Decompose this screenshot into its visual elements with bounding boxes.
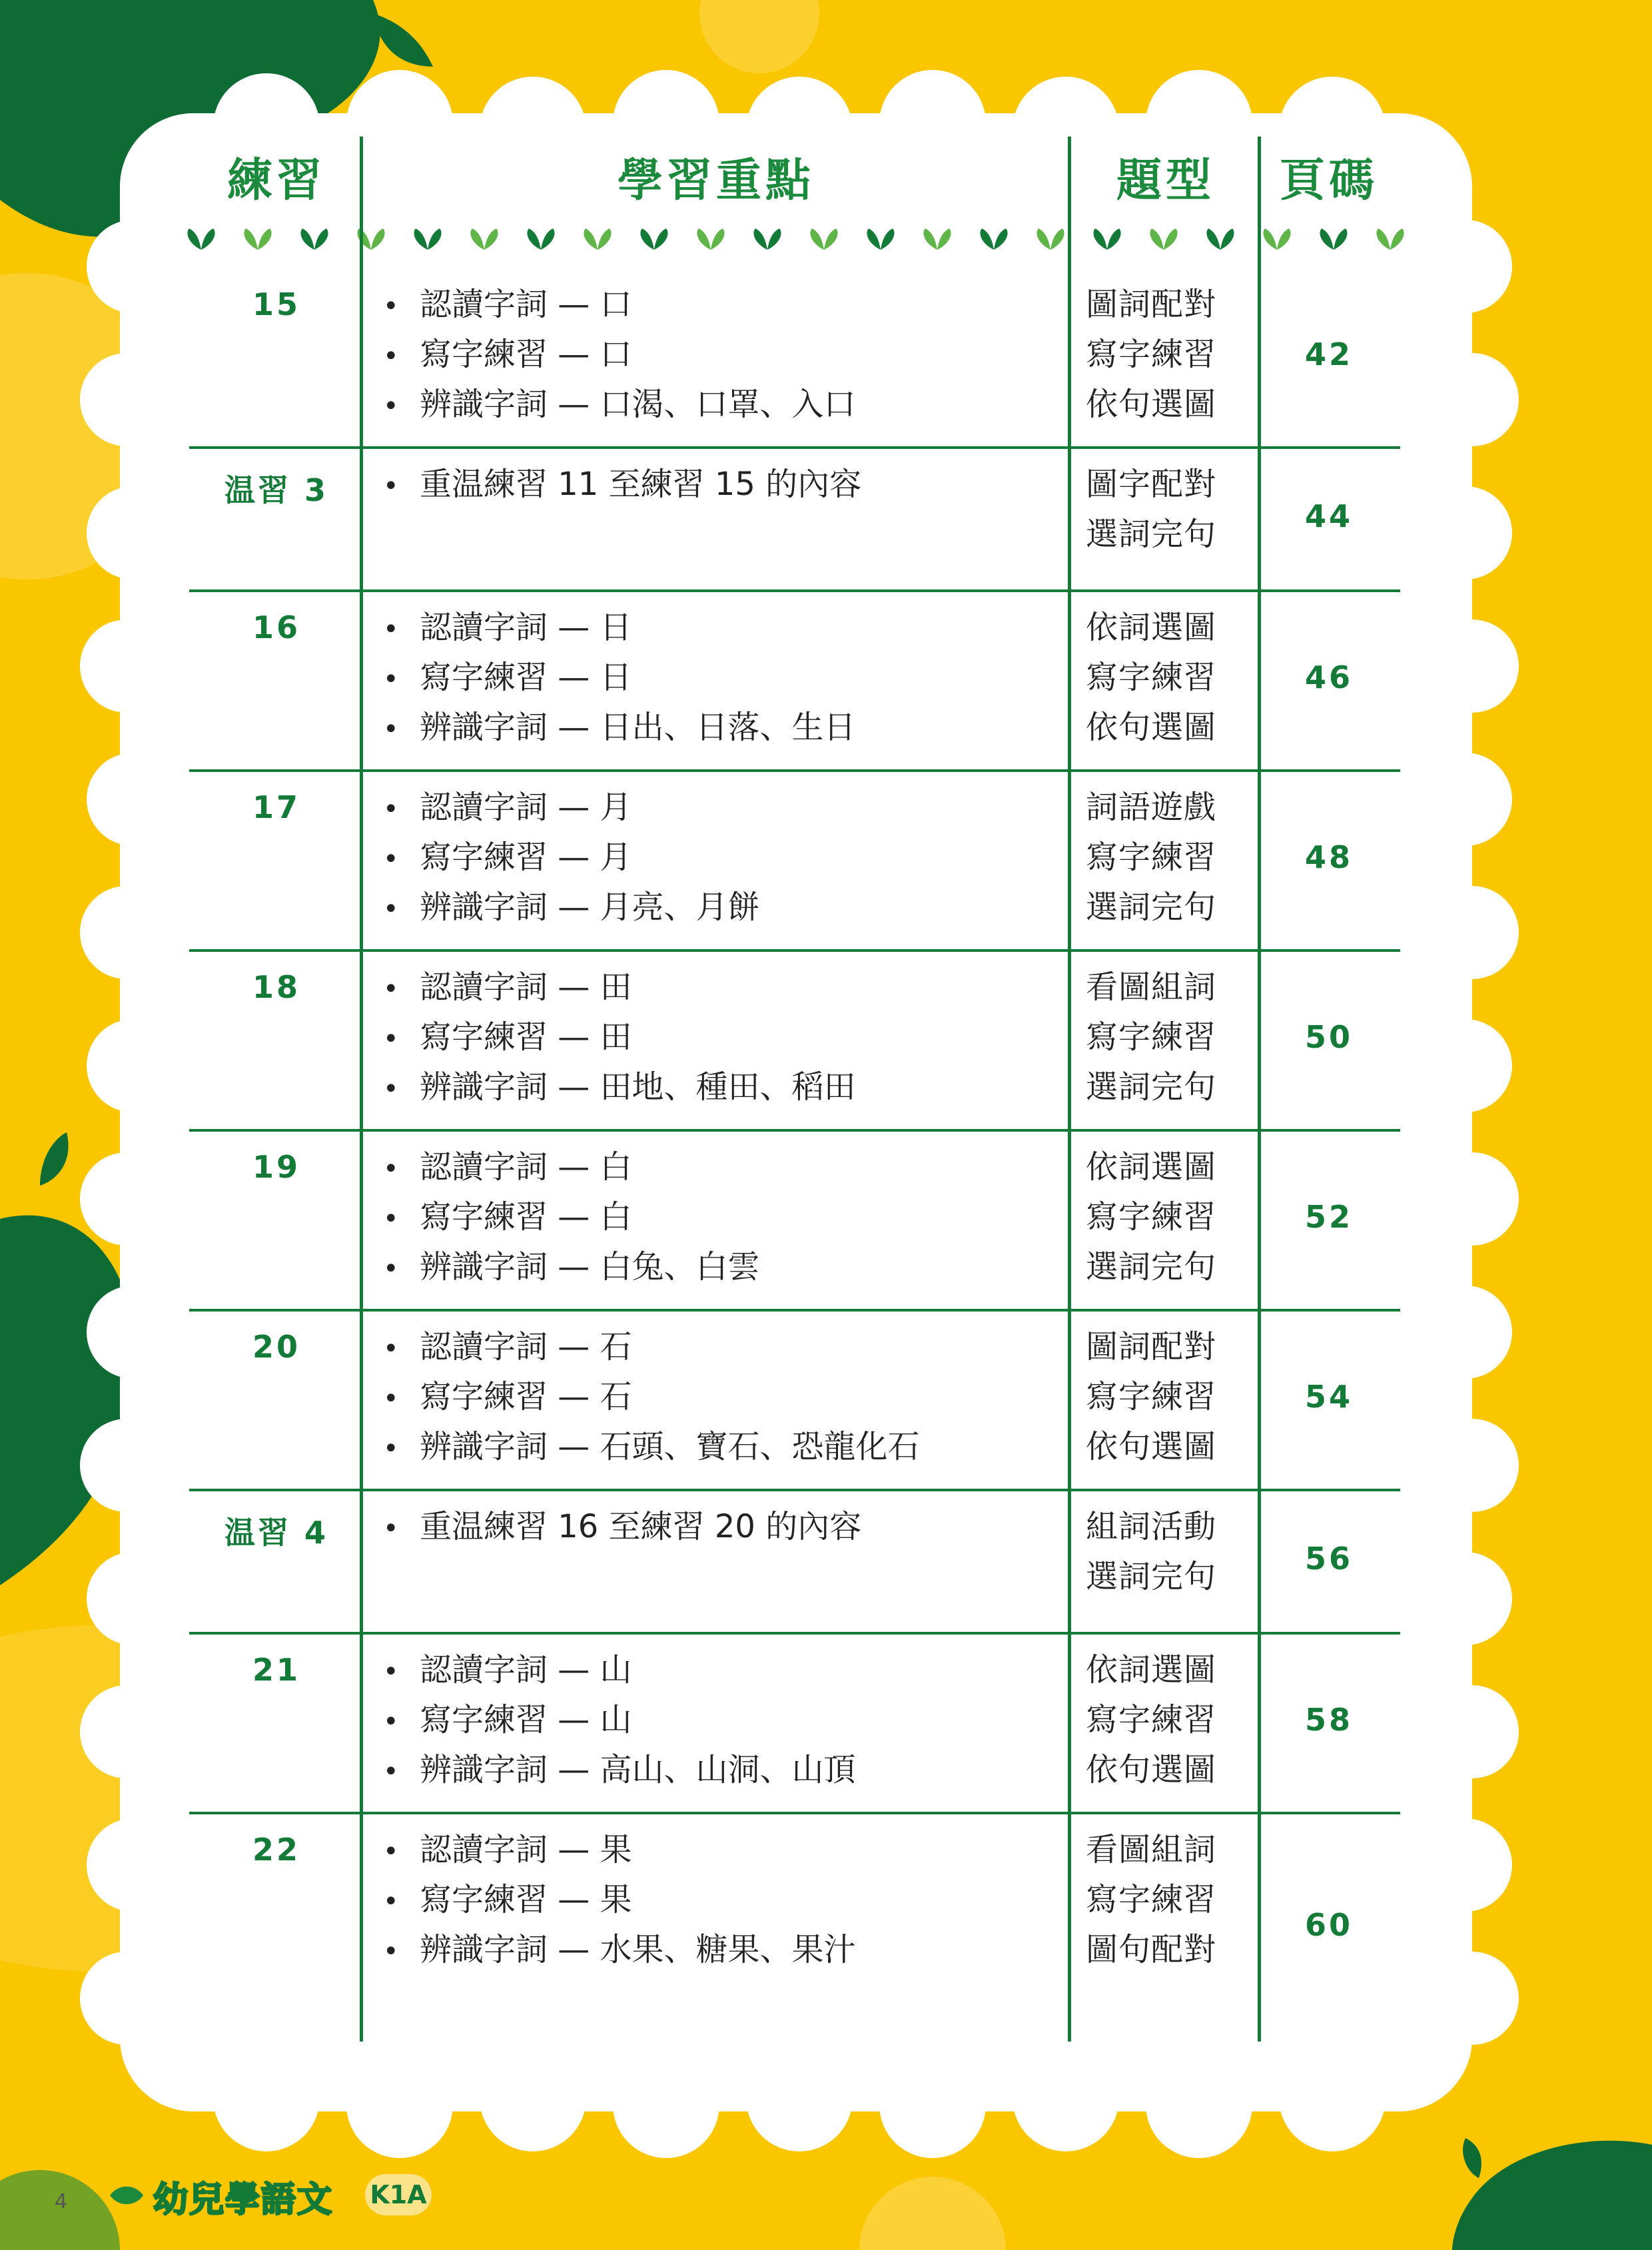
bullet-icon: •	[383, 1204, 399, 1234]
learning-point-text: 重温練習 16 至練習 20 的內容	[420, 1508, 862, 1545]
row-question-types	[1086, 1825, 1259, 1975]
learning-point-text: 寫字練習 — 月	[420, 839, 632, 876]
row-page-number: 60	[1304, 1906, 1353, 1943]
row-learning-points	[383, 1825, 1049, 1975]
row-question-types	[1086, 1322, 1259, 1472]
sprout-icon	[470, 228, 498, 250]
row-divider	[189, 1129, 1400, 1132]
sprout-icon	[1036, 228, 1064, 250]
learning-point-text: 認讀字詞 — 果	[420, 1831, 632, 1868]
row-question-types	[1086, 460, 1259, 560]
row-page-number: 50	[1304, 1019, 1353, 1055]
question-type: 寫字練習	[1086, 1881, 1217, 1918]
learning-point	[383, 703, 1049, 753]
row-divider	[189, 949, 1400, 952]
bullet-icon: •	[383, 1333, 399, 1364]
row-exercise: 21	[252, 1652, 300, 1688]
learning-point-text: 認讀字詞 — 山	[420, 1651, 632, 1688]
learning-point-text: 認讀字詞 — 月	[420, 789, 632, 826]
row-page-number: 44	[1304, 498, 1353, 534]
bullet-icon: •	[383, 471, 399, 502]
bullet-icon: •	[383, 614, 399, 645]
sprout-icon	[244, 228, 271, 250]
bullet-icon: •	[383, 1433, 399, 1464]
row-page-number: 48	[1304, 839, 1353, 875]
learning-point	[383, 1875, 1049, 1925]
question-type: 依句選圖	[1086, 386, 1217, 423]
learning-point-text: 辨識字詞 — 田地、種田、稻田	[420, 1068, 856, 1106]
row-page-number: 42	[1304, 336, 1353, 372]
row-exercise: 15	[252, 286, 300, 322]
column-line-2	[1068, 137, 1071, 2042]
learning-point-text: 認讀字詞 — 口	[420, 286, 632, 323]
row-learning-points	[383, 783, 1049, 933]
row-divider	[189, 446, 1400, 449]
learning-point	[383, 280, 1049, 330]
learning-point	[383, 1372, 1049, 1422]
row-question-types	[1086, 1645, 1259, 1795]
sprout-icon	[1093, 228, 1120, 250]
sprout-divider	[187, 223, 1406, 256]
row-exercise: 18	[252, 969, 300, 1005]
learning-point-text: 辨識字詞 — 石頭、寶石、恐龍化石	[420, 1428, 920, 1465]
learning-point	[383, 653, 1049, 703]
bullet-icon: •	[383, 1756, 399, 1787]
sprout-icon	[584, 228, 611, 250]
row-page-number: 54	[1304, 1379, 1353, 1415]
bullet-icon: •	[383, 1657, 399, 1687]
question-type: 寫字練習	[1086, 1018, 1217, 1056]
question-type: 圖詞配對	[1086, 286, 1217, 323]
learning-point-text: 辨識字詞 — 月亮、月餅	[420, 889, 760, 926]
learning-point-text: 寫字練習 — 山	[420, 1701, 632, 1738]
question-type: 圖詞配對	[1086, 1328, 1217, 1365]
row-page-number: 56	[1304, 1540, 1353, 1577]
row-exercise: 16	[252, 609, 300, 645]
learning-point	[383, 1925, 1049, 1975]
sprout-icon	[527, 228, 554, 250]
page-number: 4	[55, 2190, 68, 2213]
row-exercise: 17	[252, 789, 300, 825]
question-type: 看圖組詞	[1086, 1831, 1217, 1868]
learning-point-text: 辨識字詞 — 口渴、口罩、入口	[420, 386, 856, 423]
row-learning-points	[383, 1502, 1049, 1552]
question-type: 寫字練習	[1086, 1378, 1217, 1415]
bullet-icon: •	[383, 794, 399, 825]
learning-point	[383, 1695, 1049, 1745]
bullet-icon: •	[383, 1936, 399, 1967]
learning-point-text: 寫字練習 — 石	[420, 1378, 632, 1415]
header-exercise: 練習	[226, 155, 326, 207]
question-type: 選詞完句	[1086, 1558, 1217, 1595]
bullet-icon: •	[383, 1383, 399, 1414]
sprout-icon	[300, 228, 328, 250]
header-focus: 學習重點	[617, 155, 815, 207]
learning-point	[383, 330, 1049, 380]
sprout-icon	[1263, 228, 1290, 250]
question-type: 寫字練習	[1086, 336, 1217, 373]
header-type: 題型	[1116, 155, 1215, 207]
learning-point	[383, 783, 1049, 833]
row-question-types	[1086, 962, 1259, 1112]
sprout-icon	[187, 228, 214, 250]
learning-point	[383, 1192, 1049, 1242]
question-type: 詞語遊戲	[1086, 789, 1217, 826]
row-question-types	[1086, 1142, 1259, 1292]
learning-point	[383, 1645, 1049, 1695]
question-type: 看圖組詞	[1086, 968, 1217, 1006]
learning-point	[383, 380, 1049, 430]
sprout-icon	[980, 228, 1007, 250]
bullet-icon: •	[383, 1254, 399, 1284]
row-exercise: 22	[252, 1832, 300, 1868]
question-type: 依句選圖	[1086, 709, 1217, 746]
question-type: 寫字練習	[1086, 659, 1217, 696]
row-page-number: 58	[1304, 1702, 1353, 1738]
row-question-types	[1086, 280, 1259, 430]
learning-point	[383, 1322, 1049, 1372]
sprout-icon	[1320, 228, 1347, 250]
question-type: 依句選圖	[1086, 1428, 1217, 1465]
row-learning-points	[383, 962, 1049, 1112]
learning-point-text: 寫字練習 — 田	[420, 1018, 632, 1056]
question-type: 選詞完句	[1086, 516, 1217, 553]
row-question-types	[1086, 1502, 1259, 1602]
question-type: 寫字練習	[1086, 1198, 1217, 1236]
bullet-icon: •	[383, 714, 399, 745]
row-exercise: 温習 4	[224, 1515, 329, 1551]
bullet-icon: •	[383, 974, 399, 1004]
sprout-icon	[1206, 228, 1234, 250]
leaf-footer-icon	[107, 2182, 147, 2209]
learning-point	[383, 603, 1049, 653]
row-learning-points	[383, 1142, 1049, 1292]
sprout-icon	[640, 228, 667, 250]
question-type: 寫字練習	[1086, 1701, 1217, 1738]
row-learning-points	[383, 1645, 1049, 1795]
row-learning-points	[383, 280, 1049, 430]
bullet-icon: •	[383, 1024, 399, 1054]
learning-point-text: 寫字練習 — 口	[420, 336, 632, 373]
bullet-icon: •	[383, 1513, 399, 1544]
sprout-icon	[810, 228, 837, 250]
learning-point-text: 認讀字詞 — 白	[420, 1148, 632, 1186]
question-type: 圖字配對	[1086, 466, 1217, 503]
row-page-number: 46	[1304, 659, 1353, 695]
sprout-icon	[867, 228, 894, 250]
learning-point-text: 辨識字詞 — 水果、糖果、果汁	[420, 1931, 856, 1968]
row-divider	[189, 769, 1400, 772]
learning-point-text: 認讀字詞 — 日	[420, 609, 632, 646]
bullet-icon: •	[383, 1886, 399, 1917]
sprout-icon	[1376, 228, 1404, 250]
learning-point	[383, 833, 1049, 883]
bullet-icon: •	[383, 664, 399, 695]
bullet-icon: •	[383, 844, 399, 875]
row-divider	[189, 589, 1400, 592]
row-question-types	[1086, 783, 1259, 933]
row-exercise: 19	[252, 1149, 300, 1185]
learning-point-text: 辨識字詞 — 日出、日落、生日	[420, 709, 856, 746]
bullet-icon: •	[383, 1836, 399, 1867]
question-type: 組詞活動	[1086, 1508, 1217, 1545]
level-badge: K1A	[365, 2174, 432, 2215]
learning-point	[383, 1062, 1049, 1112]
header-page: 頁碼	[1279, 155, 1378, 207]
learning-point	[383, 460, 1049, 510]
row-page-number: 52	[1304, 1199, 1353, 1235]
row-divider	[189, 1489, 1400, 1491]
learning-point	[383, 962, 1049, 1012]
bullet-icon: •	[383, 1154, 399, 1184]
sprout-icon	[414, 228, 441, 250]
sprout-icon	[753, 228, 781, 250]
question-type: 圖句配對	[1086, 1931, 1217, 1968]
learning-point-text: 寫字練習 — 日	[420, 659, 632, 696]
row-exercise: 20	[252, 1329, 300, 1365]
learning-point	[383, 1142, 1049, 1192]
question-type: 選詞完句	[1086, 889, 1217, 926]
learning-point-text: 重温練習 11 至練習 15 的內容	[420, 466, 862, 503]
bullet-icon: •	[383, 391, 399, 422]
learning-point	[383, 1242, 1049, 1292]
row-divider	[189, 1632, 1400, 1635]
book-title: 幼兒學語文	[153, 2180, 334, 2220]
column-line-1	[360, 137, 363, 2042]
row-learning-points	[383, 460, 1049, 510]
question-type: 依句選圖	[1086, 1751, 1217, 1788]
table-header	[0, 148, 1652, 214]
learning-point	[383, 1745, 1049, 1795]
learning-point	[383, 1825, 1049, 1875]
learning-point-text: 認讀字詞 — 田	[420, 968, 632, 1006]
row-divider	[189, 1309, 1400, 1312]
bullet-icon: •	[383, 1706, 399, 1737]
bullet-icon: •	[383, 1074, 399, 1104]
bullet-icon: •	[383, 894, 399, 925]
question-type: 選詞完句	[1086, 1068, 1217, 1106]
learning-point-text: 寫字練習 — 白	[420, 1198, 632, 1236]
learning-point-text: 辨識字詞 — 高山、山洞、山頂	[420, 1751, 856, 1788]
row-exercise: 温習 3	[224, 472, 329, 508]
learning-point	[383, 1422, 1049, 1472]
sprout-icon	[923, 228, 951, 250]
learning-point	[383, 1502, 1049, 1552]
row-learning-points	[383, 1322, 1049, 1472]
row-divider	[189, 1812, 1400, 1814]
question-type: 寫字練習	[1086, 839, 1217, 876]
sprout-icon	[697, 228, 724, 250]
learning-point-text: 辨識字詞 — 白兔、白雲	[420, 1248, 760, 1286]
bullet-icon: •	[383, 341, 399, 372]
learning-point	[383, 883, 1049, 933]
learning-point	[383, 1012, 1049, 1062]
bullet-icon: •	[383, 291, 399, 322]
question-type: 依詞選圖	[1086, 609, 1217, 646]
sprout-icon	[1150, 228, 1177, 250]
row-learning-points	[383, 603, 1049, 753]
learning-point-text: 認讀字詞 — 石	[420, 1328, 632, 1365]
question-type: 依詞選圖	[1086, 1651, 1217, 1688]
row-question-types	[1086, 603, 1259, 753]
question-type: 依詞選圖	[1086, 1148, 1217, 1186]
learning-point-text: 寫字練習 — 果	[420, 1881, 632, 1918]
question-type: 選詞完句	[1086, 1248, 1217, 1286]
